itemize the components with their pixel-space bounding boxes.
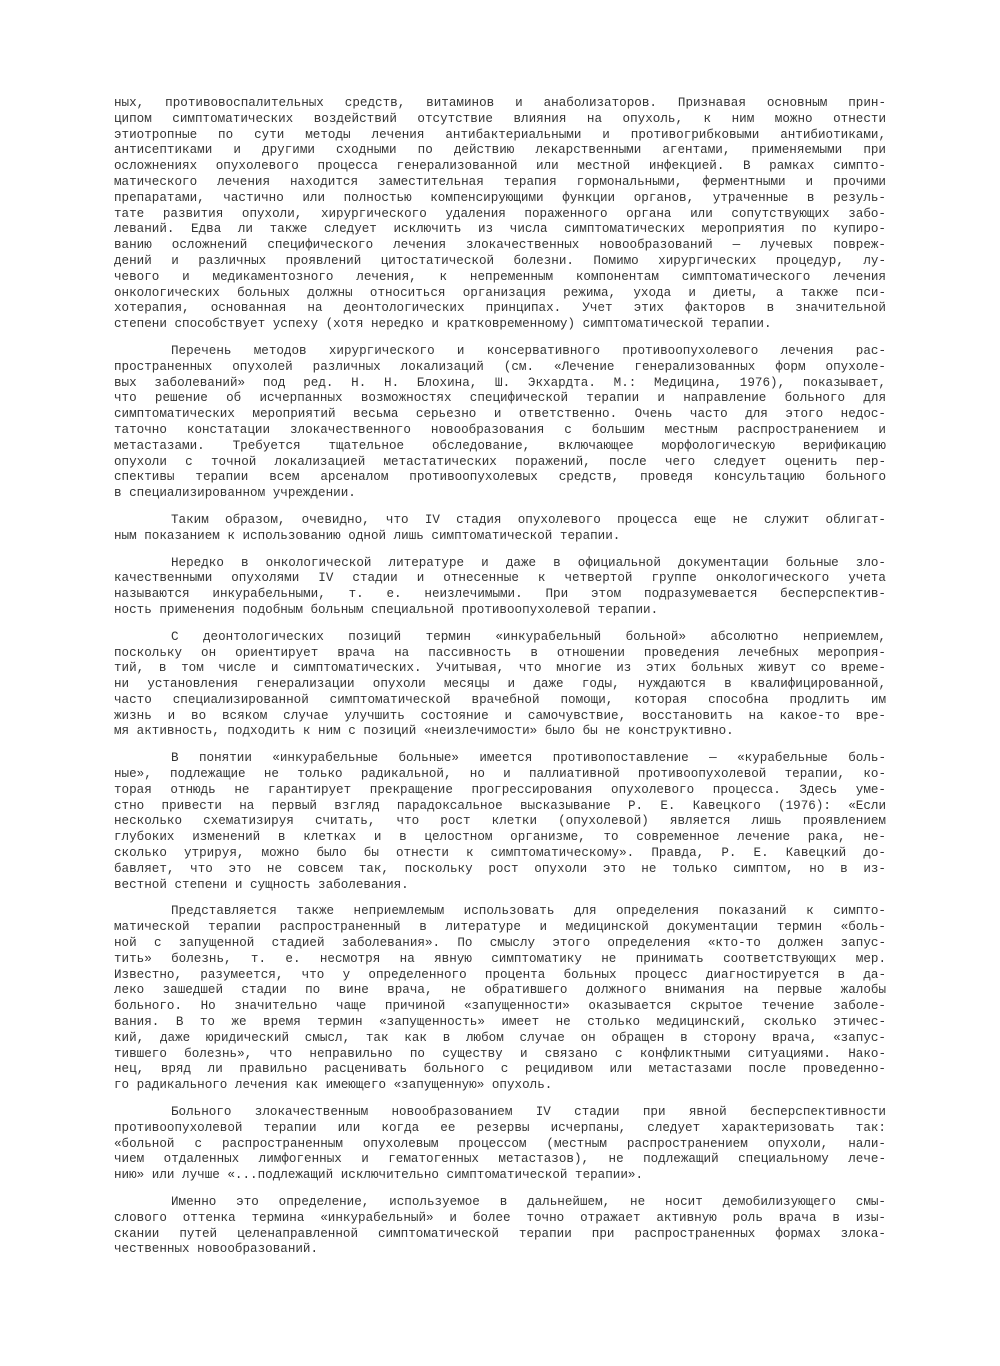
text-line: называются инкурабельными, т. е. неизлечимыми. При этом подразумевается бесперспектив- <box>114 587 886 602</box>
text-line: матического лечения находится заместительная терапия гормональными, ферментными и прочими <box>114 174 886 189</box>
text-line: мя активность, подходить к ним с позиций «неизлечимости» было бы не конструктивно. <box>114 724 734 739</box>
paragraph <box>114 904 886 1094</box>
text-line: этиотропные по сути методы лечения антибактериальными и противогрибковыми антибиотиками, <box>114 127 886 142</box>
text-line: степени способствует успеху (хотя нередко и кратковременному) симптоматической терапии. <box>114 317 772 332</box>
text-line: противоопухолевой терапии или когда ее резервы исчерпаны, следует характеризовать так: <box>114 1120 886 1135</box>
text-line: поскольку он ориентирует врача на пассивность в отношении проведения лечебных мероприя- <box>114 645 886 660</box>
text-line: го радикального лечения как имеющего «запущенную» опухоль. <box>114 1078 553 1093</box>
text-line: ность применения подобным больным специальной противоопухолевой терапии. <box>114 602 659 617</box>
text-line: бавляет, что это не совсем так, поскольку рост опухоли это не только симптом, но в из- <box>114 861 886 876</box>
text-line: Известно, разумеется, что у определенного процента больных процесс диагностируется в да- <box>114 967 886 982</box>
text-line: леко зашедшей стадии по вине врача, не обратившего должного внимания на первые жалобы <box>114 983 886 998</box>
paragraph <box>114 1105 886 1184</box>
paragraph <box>114 96 886 333</box>
text-line: вестной степени и сущность заболевания. <box>114 877 409 892</box>
text-line: ванию осложнений специфического лечения злокачественных новообразований — лучевых повреж- <box>114 238 886 253</box>
text-line: чественных новообразований. <box>114 1242 319 1257</box>
text-line: тате развития опухоли, хирургического удаления пораженного органа или сопутствующих забо- <box>114 206 886 221</box>
text-line: вания. В то же время термин «запущенность» имеет не столько медицинский, сколько этичес- <box>114 1015 886 1030</box>
text-line: несколько схематизируя считать, что рост клетки (опухолевой) является лишь проявлением <box>114 814 886 829</box>
text-line: что решение об исчерпанных возможностях специфической терапии и направление больного для <box>114 391 886 406</box>
text-line: чевого и медикаментозного лечения, к непременным компонентам симптоматического лечения <box>114 269 886 284</box>
text-line: больного. Но значительно чаще причиной «запущенности» оказывается скрытое течение заболе- <box>114 999 886 1014</box>
text-line: онкологических больных должны относиться организация режима, ухода и диеты, а также пси- <box>114 285 886 300</box>
text-line: Таким образом, очевидно, что IV стадия опухолевого процесса еще не служит облигат- <box>171 512 886 527</box>
text-line: Именно это определение, используемое в дальнейшем, не носит демобилизующего смы- <box>171 1195 886 1209</box>
text-line: торая отнюдь не гарантирует прекращение прогрессирования опухолевого процесса. Здесь уме- <box>114 782 886 797</box>
text-line: ципом симптоматических воздействий отсутствие влияния на опухоль, к ним можно отнести <box>114 111 886 126</box>
text-line: таточно констатации злокачественного новообразования с большим местным распространением и <box>114 422 886 437</box>
text-line: тившего болезнь», что неправильно по существу и связано с конфликтными ситуациями. Нако- <box>114 1046 886 1061</box>
paragraph <box>114 751 886 893</box>
text-line: скании путей целенаправленной симптоматической терапии при распространенных формах злока- <box>114 1226 886 1241</box>
text-line: часто специализированной симптоматической врачебной помощи, которая способна продлить им <box>114 692 886 707</box>
text-line: ные», подлежащие не только радикальной, но и паллиативной противоопухолевой терапии, ко- <box>114 767 886 782</box>
text-line: Нередко в онкологической литературе и даже в официальной документации больные зло- <box>171 555 886 570</box>
text-line: матической терапии распространенный в литературе и медицинской документации термин «боль- <box>114 920 886 935</box>
text-line: ной с запущенной стадией заболевания». По смыслу этого определения «кто-то должен запус- <box>114 936 886 951</box>
text-line: осложнениях опухолевого процесса генерализованной или местной инфекцией. В рамках симпто- <box>114 159 886 174</box>
text-line: опухоли с точной локализацией метастатических поражений, после чего следует оценить пер- <box>114 454 886 469</box>
text-line: нец, вряд ли правильно расценивать больного с рецидивом или метастазами после проведенно- <box>114 1062 886 1077</box>
text-line: Больного злокачественным новообразованием IV стадии при явной бесперспективности <box>171 1105 886 1120</box>
text-line: препаратами, частично или полностью компенсирующими функции органов, утраченные в резуль- <box>114 190 886 205</box>
text-line: В понятии «инкурабельные больные» имеется противопоставление — «курабельные боль- <box>171 751 886 766</box>
text-line: дений и различных проявлений цитостатической болезни. Помимо хирургических процедур, лу- <box>114 253 886 268</box>
text-line: «больной с распространенным опухолевым процессом (местным распространением опухоли, нали- <box>114 1136 886 1151</box>
paragraph <box>114 513 886 545</box>
text-line: в специализированном учреждении. <box>114 486 356 501</box>
text-line: антисептиками и другими сходными по действию лекарственными агентами, применяемыми при <box>114 143 886 158</box>
text-line: глубоких изменений в клетках и в целостном организме, то современное лечение рака, не- <box>114 830 886 845</box>
text-line: Перечень методов хирургического и консервативного противоопухолевого лечения рас- <box>171 343 886 358</box>
text-line: ных, противовоспалительных средств, витаминов и анаболизаторов. Признавая основным прин- <box>114 96 886 110</box>
paragraph <box>114 630 886 741</box>
text-line: вых заболеваний» под ред. Н. Н. Блохина, Ш. Экхардта. М.: Медицина, 1976), показывает, <box>114 375 886 390</box>
text-line: С деонтологических позиций термин «инкурабельный больной» абсолютно неприемлем, <box>171 629 886 644</box>
document-page <box>114 96 886 1269</box>
text-line: пространенных опухолей различных локализаций (см. «Лечение генерализованных форм опухоле- <box>114 359 886 374</box>
text-line: нию» или лучше «...подлежащий исключительно симптоматической терапии». <box>114 1168 644 1183</box>
text-line: слового оттенка термина «инкурабельный» и более точно отражает активную роль врача в изы- <box>114 1210 886 1225</box>
text-line: качественными опухолями IV стадии и отнесенные к четвертой группе онкологического учета <box>114 571 886 586</box>
text-line: жизнь и во всяком случае улучшить состояние и самочувствие, восстановить на какое-то вре- <box>114 708 886 723</box>
text-line: сколько утрируя, можно было бы отнести к симптоматическому». Правда, Р. Е. Кавецкий до- <box>114 846 886 861</box>
text-line: ни установления генерализации опухоли месяцы и даже годы, нуждаются в квалифицированной, <box>114 677 886 692</box>
text-line: кий, даже юридический смысл, так как в любом случае он обращен в сторону врача, «запус- <box>114 1030 886 1045</box>
text-line: тий, в том числе и симптоматических. Учитывая, что многие из этих больных живут со време- <box>114 661 886 676</box>
text-line: леваний. Едва ли также следует исключить из числа симптоматических мероприятия по купиро- <box>114 222 886 237</box>
text-line: стно привести на первый взгляд парадоксальное высказывание Р. Е. Кавецкого (1976): «Если <box>114 798 886 813</box>
text-line: спективы терапии всем арсеналом противоопухолевых средств, проведя консультацию больного <box>114 470 886 485</box>
paragraph <box>114 1195 886 1258</box>
text-line: симптоматических мероприятий весьма серьезно и ответственно. Очень часто для этого недос- <box>114 407 886 422</box>
text-line: хотерапия, основанная на деонтологических принципах. Учет этих факторов в значительной <box>114 301 886 316</box>
text-line: метастазами. Требуется тщательное обследование, включающее морфологическую верификацию <box>114 438 886 453</box>
paragraph <box>114 556 886 619</box>
paragraph <box>114 344 886 502</box>
text-line: Представляется также неприемлемым использовать для определения показаний к симпто- <box>171 904 886 919</box>
text-line: ным показанием к использованию одной лишь симптоматической терапии. <box>114 528 621 543</box>
text-line: чием отдаленных лимфогенных и гематогенных метастазов), не подлежащий специальному лече- <box>114 1152 886 1167</box>
text-line: тить» болезнь, т. е. несмотря на явную симптоматику не принимать соответствующих мер. <box>114 951 886 966</box>
